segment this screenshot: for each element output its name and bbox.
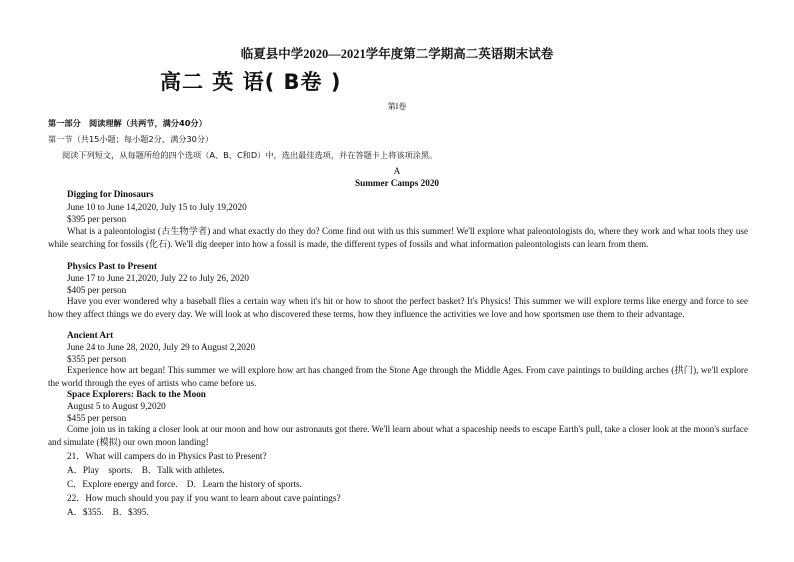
camp-dates: June 24 to June 28, 2020, July 29 to August 2,2020 xyxy=(67,342,256,352)
camp-dates: August 5 to August 9,2020 xyxy=(67,401,166,411)
camp-description: Experience how art began! This summer we will explore how art has changed from the Stone Age through the Middle Ages. From cave paintings to building arches (拱门), we'll explore the world through the eyes of artists who came before us. xyxy=(48,365,748,388)
camp-name: Space Explorers: Back to the Moon xyxy=(67,389,206,399)
camp-description: Have you ever wondered why a baseball flies a certain way when it's hit or how to shoot the perfect basket? It's Physics! This summer we will explore terms like energy and force to see how they affect things we do every day. We will look at who discovered these terms, how they influence the activities we love and how sportsmen use them to their advantage. xyxy=(48,296,748,319)
camp-price: $395 per person xyxy=(67,214,127,224)
question-options: C．Explore energy and force. D．Learn the history of sports. xyxy=(67,479,302,489)
camp-dates: June 10 to June 14,2020, July 15 to July 19,2020 xyxy=(67,202,247,212)
exam-title: 临夏县中学2020—2021学年度第二学期高二英语期末试卷 xyxy=(240,47,554,61)
camp-dates: June 17 to June 21,2020, July 22 to July 26, 2020 xyxy=(67,273,249,283)
question-stem: 21．What will campers do in Physics Past to Present? xyxy=(67,451,267,461)
camp-price: $455 per person xyxy=(67,413,127,423)
camp-price: $355 per person xyxy=(67,354,127,364)
instruction-text: 阅读下列短文，从每题所给的四个选项（A、B、C和D）中，选出最佳选项，并在答题卡上将该项涂黑。 xyxy=(62,150,438,160)
camp-name: Ancient Art xyxy=(67,330,114,340)
passage-label: A xyxy=(393,166,401,176)
volume-label: 第I卷 xyxy=(387,102,407,111)
question-stem: 22．How much should you pay if you want to learn about cave paintings? xyxy=(67,493,341,503)
subject-title: 高二 英 语( B卷 ) xyxy=(160,70,342,94)
passage-title: Summer Camps 2020 xyxy=(354,178,440,188)
camp-name: Digging for Dinosaurs xyxy=(67,189,154,199)
camp-description: What is a paleontologist (古生物学者) and what exactly do they do? Come find out with us this summer! We'll explore what paleontologists do, where they work and what tools they use while searching for fossils (化石). We'll dig deeper into how a fossil is made, the different types of fossils and what information paleontologists can learn from them. xyxy=(48,226,748,249)
subpart-heading: 第一节（共15小题；每小题2分，满分30分） xyxy=(48,134,214,144)
question-options: A．$355. B．$395. xyxy=(67,507,149,517)
camp-description: Come join us in taking a closer look at our moon and how our astronauts got there. We'll learn about what a spaceship needs to escape Earth's pull, take a closer look at the moon's surface and simulate (模拟) our own moon landing! xyxy=(48,424,748,447)
question-options: A．Play sports. B．Talk with athletes. xyxy=(67,465,225,475)
camp-name: Physics Past to Present xyxy=(67,261,157,271)
camp-price: $405 per person xyxy=(67,285,127,295)
part-heading: 第一部分 阅读理解（共两节，满分40分） xyxy=(48,118,207,128)
